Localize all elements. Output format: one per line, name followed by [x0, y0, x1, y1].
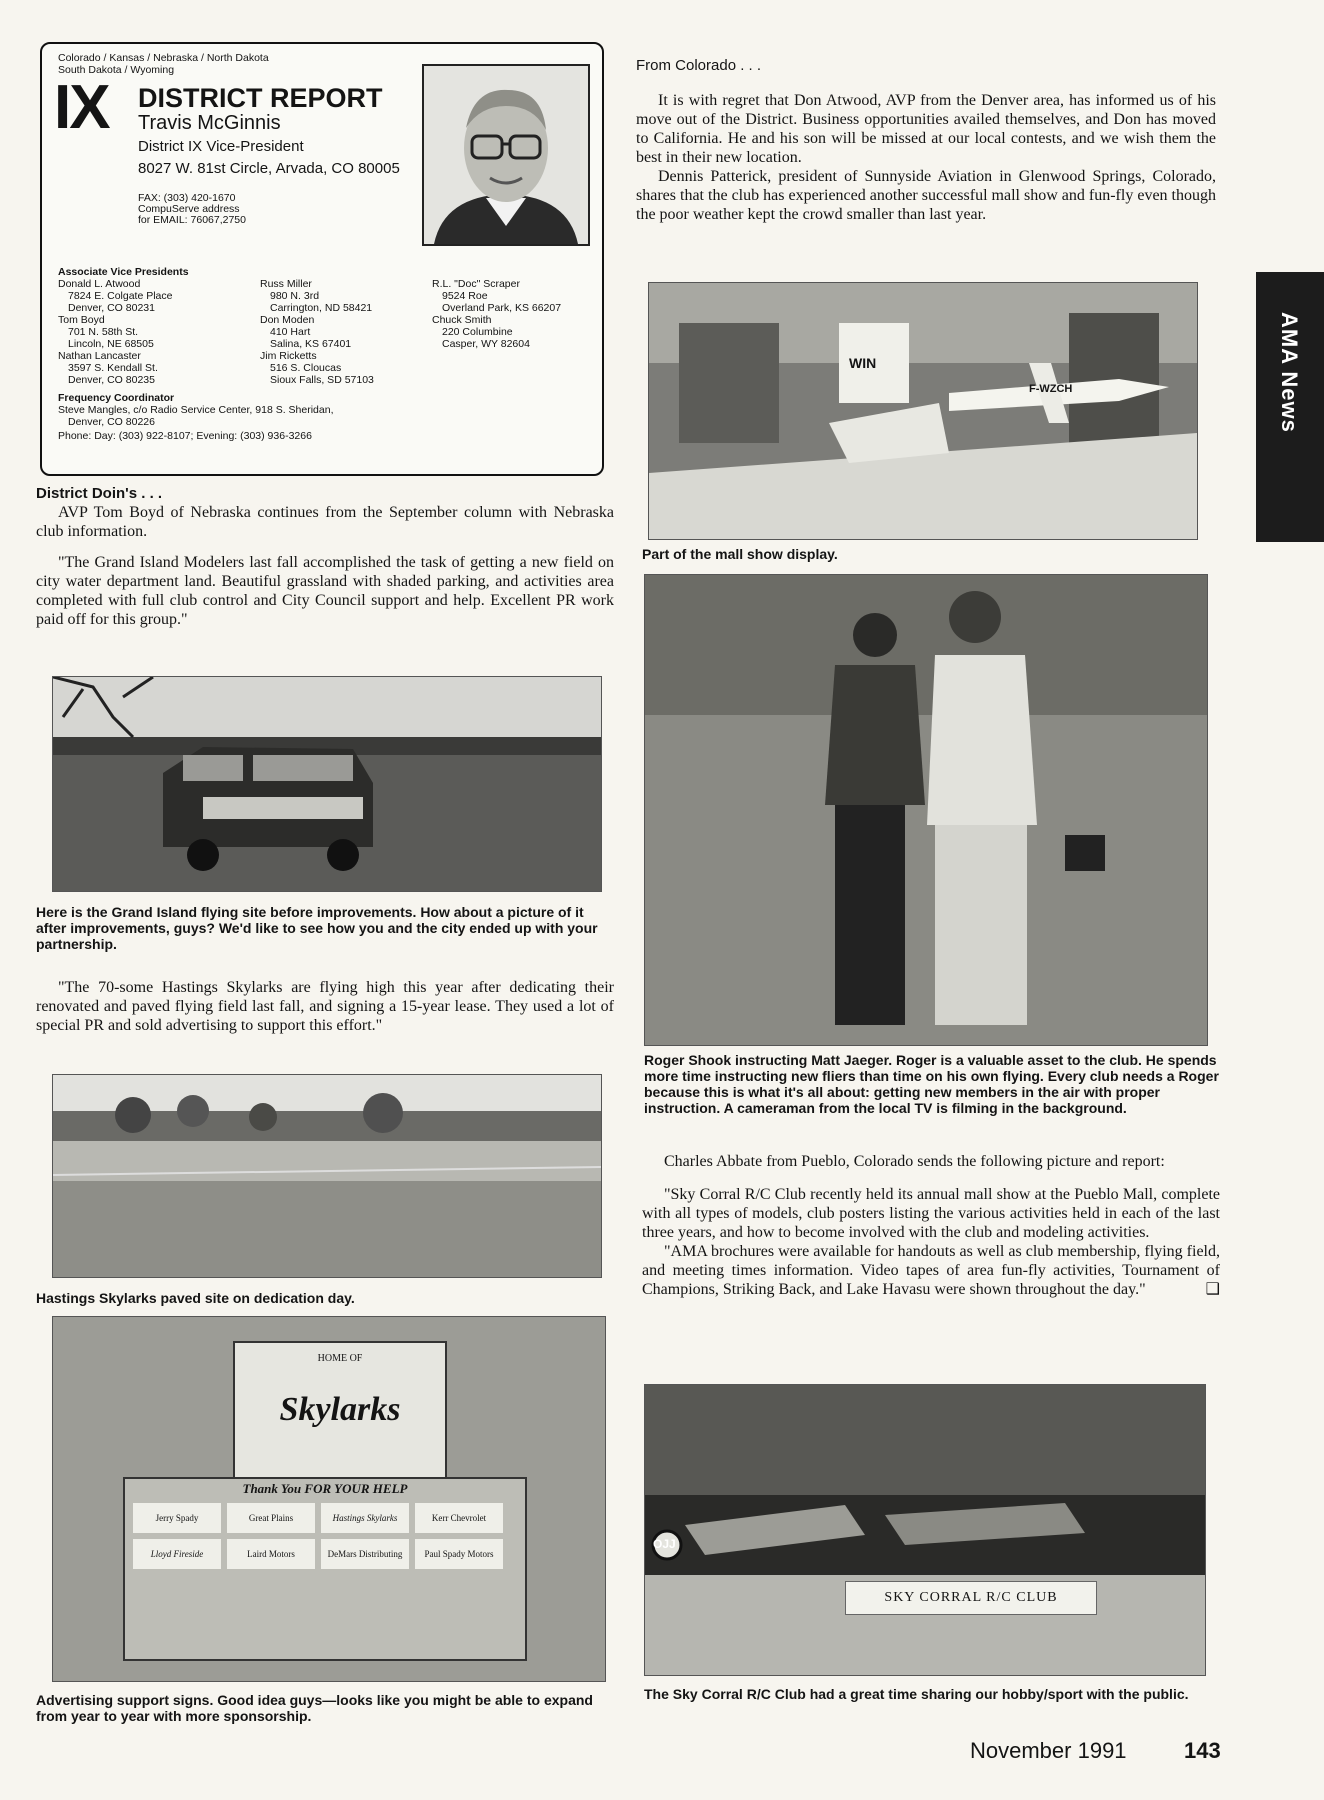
sponsor-sign: Laird Motors	[227, 1539, 315, 1569]
sponsor-sign: Lloyd Fireside	[133, 1539, 221, 1569]
page-number: 143	[1184, 1738, 1221, 1763]
avp-name: R.L. "Doc" Scraper	[432, 278, 520, 290]
sponsor-board: Thank You FOR YOUR HELP Jerry Spady Great Plains Hastings Skylarks Kerr Chevrolet Lloyd Fireside Laird Motors DeMars Distributing Paul Spady Motors	[123, 1477, 527, 1661]
left-column-hastings	[36, 978, 614, 1035]
avp-column-2: Russ Miller 980 N. 3rd Carrington, ND 58421 Don Moden 410 Hart Salina, KS 67401 Jim Ricketts 516 S. Cloucas Sioux Falls, SD 57103	[260, 278, 374, 386]
sponsor-sign: DeMars Distributing	[321, 1539, 409, 1569]
district-report-box	[40, 42, 604, 476]
caption-grand-island: Here is the Grand Island flying site before improvements. How about a picture of it after improvements, guys? We'd like to see how you and the city ended up with your partnership.	[36, 904, 598, 952]
compuserve: CompuServe address	[138, 203, 240, 215]
skylarks-home-sign: HOME OF Skylarks	[233, 1341, 447, 1487]
avp-heading: Associate Vice Presidents	[58, 266, 189, 278]
sponsor-sign: Paul Spady Motors	[415, 1539, 503, 1569]
avp-column-1: Donald L. Atwood 7824 E. Colgate Place Denver, CO 80231 Tom Boyd 701 N. 58th St. Lincoln, NE 68505 Nathan Lancaster 3597 S. Kendall St. Denver, CO 80235	[58, 278, 173, 386]
vp-name: Travis McGinnis	[138, 112, 281, 134]
sponsor-sign: Kerr Chevrolet	[415, 1503, 503, 1533]
avp-name: Don Moden	[260, 314, 315, 326]
avp-name: Jim Ricketts	[260, 350, 317, 362]
end-mark: ❑	[1205, 1281, 1220, 1298]
caption-roger-shook: Roger Shook instructing Matt Jaeger. Roger is a valuable asset to the club. He spends more time instructing new fliers than time on his own flying. Every club needs a Roger because this is what it's all about: getting new members in the air with proper instruction. A cameraman from the local TV is filming in the background.	[644, 1052, 1219, 1116]
photo-mall-show	[648, 282, 1198, 540]
vp-portrait	[422, 64, 590, 246]
paragraph: Charles Abbate from Pueblo, Colorado sends the following picture and report:	[664, 1153, 1165, 1170]
photo-grand-island-field	[52, 676, 602, 892]
paragraph: "AMA brochures were available for handouts as well as club membership, flying field, and meeting times information. Video tapes of area fun-fly activities, Tournament of Champions, Striking Back, and Lake Havasu were shown throughout the day." ❑	[642, 1243, 1220, 1298]
paragraph: It is with regret that Don Atwood, AVP from the Denver area, has informed us of his move out of the District. Business opportunities availed themselves, and Don has moved to California. He and his son will be missed at our local contests, and we wish them the best in their new location.	[636, 92, 1216, 166]
vp-address: 8027 W. 81st Circle, Arvada, CO 80005	[138, 160, 400, 177]
vp-title: District IX Vice-President	[138, 138, 304, 155]
paragraph: "The 70-some Hastings Skylarks are flying high this year after dedicating their renovated and paved flying field last fall, and signing a 15-year lease. They used a lot of special PR and sold advertising to support this effort."	[36, 979, 614, 1034]
paragraph: AVP Tom Boyd of Nebraska continues from the September column with Nebraska club information.	[36, 504, 614, 540]
avp-name: Chuck Smith	[432, 314, 492, 326]
avp-name: Donald L. Atwood	[58, 278, 141, 290]
freq-line-2: Denver, CO 80226	[68, 416, 155, 428]
win-sign: WIN	[849, 355, 877, 371]
avp-column-3: R.L. "Doc" Scraper 9524 Roe Overland Park, KS 66207 Chuck Smith 220 Columbine Casper, WY 82604	[432, 278, 562, 350]
ama-news-side-tab: AMA News	[1256, 272, 1324, 542]
paragraph: Dennis Patterick, president of Sunnyside Aviation in Glenwood Springs, Colorado, shares that the club has experienced another successful mall show and fun-fly even though the poor weather kept the crowd smaller than last year.	[636, 168, 1216, 223]
right-column-intro	[636, 56, 1216, 224]
paragraph: "The Grand Island Modelers last fall accomplished the task of getting a new field on city water department land. Beautiful grassland with shaded parking, and activities area completed with full club control and City Council support and help. Excellent PR work paid off for this group."	[36, 554, 614, 628]
left-column-intro	[36, 484, 614, 629]
photo-hastings-paved-site	[52, 1074, 602, 1278]
aircraft-registration: F-WZCH	[1029, 383, 1073, 395]
caption-mall-show: Part of the mall show display.	[642, 546, 838, 562]
avp-name: Tom Boyd	[58, 314, 105, 326]
email: for EMAIL: 76067,2750	[138, 214, 246, 226]
sponsor-sign: Great Plains	[227, 1503, 315, 1533]
section-heading: District Doin's . . .	[36, 485, 163, 502]
caption-hastings: Hastings Skylarks paved site on dedication day.	[36, 1290, 355, 1306]
freq-heading: Frequency Coordinator	[58, 392, 175, 404]
roundel-marking: OJJ	[653, 1537, 676, 1551]
photo-sky-corral-display	[644, 1384, 1206, 1676]
right-column-sky-corral	[642, 1152, 1220, 1299]
freq-line-1: Steve Mangles, c/o Radio Service Center, 918 S. Sheridan,	[58, 404, 334, 416]
sky-corral-banner: SKY CORRAL R/C CLUB	[845, 1581, 1097, 1615]
avp-name: Nathan Lancaster	[58, 350, 141, 362]
caption-advertising-signs: Advertising support signs. Good idea guys—looks like you might be able to expand from year to year with more sponsorship.	[36, 1692, 593, 1724]
sponsor-sign: Hastings Skylarks	[321, 1503, 409, 1533]
phone: Phone: Day: (303) 922-8107; Evening: (303) 936-3266	[58, 430, 312, 442]
section-heading: From Colorado . . .	[636, 57, 762, 74]
fax: FAX: (303) 420-1670	[138, 192, 236, 204]
states-line-1: Colorado / Kansas / Nebraska / North Dakota	[58, 52, 269, 64]
footer-date: November 1991	[970, 1738, 1127, 1763]
avp-name: Russ Miller	[260, 278, 312, 290]
photo-roger-shook-instructing	[644, 574, 1208, 1046]
district-numeral: IX	[54, 73, 109, 142]
sponsor-sign: Jerry Spady	[133, 1503, 221, 1533]
caption-sky-corral: The Sky Corral R/C Club had a great time sharing our hobby/sport with the public.	[644, 1686, 1189, 1702]
photo-advertising-signs	[52, 1316, 606, 1682]
states-line-2: South Dakota / Wyoming	[58, 64, 175, 76]
report-title: DISTRICT REPORT	[138, 83, 383, 113]
paragraph: "Sky Corral R/C Club recently held its annual mall show at the Pueblo Mall, complete with all types of models, club posters listing the various activities held in each of the last three years, and how to become involved with the club and modeling activities.	[642, 1186, 1220, 1241]
